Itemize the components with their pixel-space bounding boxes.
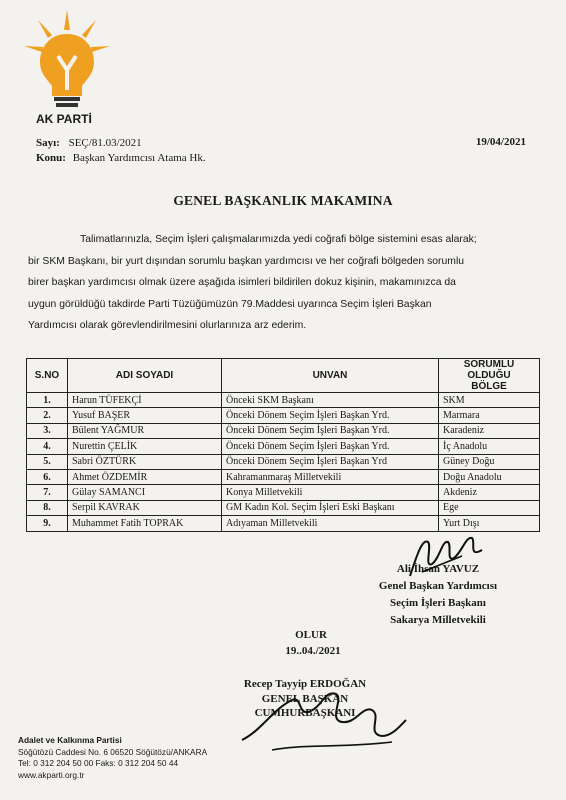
- body-line: uygun görüldüğü takdirde Parti Tüzüğümüzün 79.Maddesi uyarınca Seçim İşleri Başkan: [28, 298, 432, 310]
- cell-no: 7.: [27, 485, 68, 500]
- column-header-region-line: SORUMLU OLDUĞU: [463, 359, 515, 381]
- column-header-title: UNVAN: [222, 359, 439, 393]
- signatory-role: Genel Başkan Yardımcısı: [378, 580, 498, 592]
- table-body: [27, 393, 540, 532]
- signatory-role: Sakarya Milletvekili: [390, 614, 486, 626]
- lightbulb-icon: [22, 8, 112, 110]
- table-row: [27, 423, 540, 438]
- body-line: Yardımcısı olarak görevlendirilmesini olurlarınıza arz ederim.: [28, 320, 307, 331]
- table-row: [27, 485, 540, 500]
- cell-title: Önceki Dönem Seçim İşleri Başkan Yrd: [222, 454, 439, 469]
- footer-org: Adalet ve Kalkınma Partisi: [18, 735, 122, 745]
- footer-line: Tel: 0 312 204 50 00 Faks: 0 312 204 50 44: [18, 758, 179, 768]
- president-role: CUMHURBAŞKANI: [254, 707, 356, 719]
- document-date: 19/04/2021: [475, 136, 526, 148]
- sayi-value: SEÇ/81.03/2021: [68, 137, 142, 149]
- president-name: Recep Tayyip ERDOĞAN: [243, 678, 367, 690]
- appointees-table: [26, 358, 540, 532]
- signatory-name: Ali İhsan YAVUZ: [396, 563, 480, 575]
- column-header-region: [439, 359, 540, 393]
- cell-no: 2.: [27, 408, 68, 423]
- table-header-row: [27, 359, 540, 393]
- signatory-role: Seçim İşleri Başkanı: [390, 597, 486, 609]
- cell-title: GM Kadın Kol. Seçim İşleri Eski Başkanı: [222, 500, 439, 515]
- cell-region: Karadeniz: [439, 423, 540, 438]
- sayi-label: Sayı:: [36, 137, 60, 149]
- footer-line: www.akparti.org.tr: [18, 769, 85, 780]
- cell-region: Ege: [439, 500, 540, 515]
- cell-region: İç Anadolu: [439, 439, 540, 454]
- cell-title: Önceki Dönem Seçim İşleri Başkan Yrd.: [222, 423, 439, 438]
- cell-no: 1.: [27, 393, 68, 408]
- cell-name: Gülay SAMANCI: [68, 485, 222, 500]
- cell-no: 4.: [27, 439, 68, 454]
- logo-text: AK PARTİ: [36, 112, 92, 126]
- president-block: [205, 677, 405, 721]
- page-title: GENEL BAŞKANLIK MAKAMINA: [173, 193, 393, 208]
- document-meta: [36, 136, 206, 166]
- table-row: [27, 500, 540, 515]
- cell-name: Nurettin ÇELİK: [68, 439, 222, 454]
- footer-line: Söğütözü Caddesi No. 6 06520 Söğütözü/ANKARA: [18, 746, 208, 757]
- table-row: [27, 439, 540, 454]
- cell-name: Harun TÜFEKÇİ: [68, 393, 222, 408]
- approval-label: OLUR: [295, 629, 327, 641]
- cell-name: Sabri ÖZTÜRK: [68, 454, 222, 469]
- cell-no: 3.: [27, 423, 68, 438]
- body-paragraph: [28, 229, 538, 337]
- cell-region: Güney Doğu: [439, 454, 540, 469]
- cell-no: 5.: [27, 454, 68, 469]
- party-logo: [22, 8, 112, 126]
- cell-region: Akdeniz: [439, 485, 540, 500]
- cell-no: 9.: [27, 516, 68, 531]
- cell-name: Serpil KAVRAK: [68, 500, 222, 515]
- column-header-region-line: BÖLGE: [471, 381, 507, 392]
- konu-label: Konu:: [36, 152, 66, 164]
- table-row: [27, 393, 540, 408]
- signatory-block: [338, 561, 538, 629]
- cell-no: 6.: [27, 469, 68, 484]
- body-line: bir SKM Başkanı, bir yurt dışından sorumlu başkan yardımcısı ve her coğrafi bölgeden sorumlu: [28, 255, 465, 267]
- cell-title: Adıyaman Milletvekili: [222, 516, 439, 531]
- cell-name: Yusuf BAŞER: [68, 408, 222, 423]
- cell-title: Önceki SKM Başkanı: [222, 393, 439, 408]
- column-header-name: ADI SOYADI: [68, 359, 222, 393]
- cell-title: Kahramanmaraş Milletvekili: [222, 469, 439, 484]
- cell-region: SKM: [439, 393, 540, 408]
- table-row: [27, 516, 540, 531]
- cell-name: Muhammet Fatih TOPRAK: [68, 516, 222, 531]
- cell-region: Doğu Anadolu: [439, 469, 540, 484]
- cell-title: Önceki Dönem Seçim İşleri Başkan Yrd.: [222, 439, 439, 454]
- cell-region: Yurt Dışı: [439, 516, 540, 531]
- body-line: birer başkan yardımcısı olmak üzere aşağıda isimleri bildirilen dokuz kişinin, makamınızca da: [28, 277, 456, 288]
- cell-name: Ahmet ÖZDEMİR: [68, 469, 222, 484]
- cell-title: Önceki Dönem Seçim İşleri Başkan Yrd.: [222, 408, 439, 423]
- cell-region: Marmara: [439, 408, 540, 423]
- president-role: GENEL BAŞKAN: [261, 692, 349, 705]
- table-row: [27, 454, 540, 469]
- cell-no: 8.: [27, 500, 68, 515]
- cell-name: Bülent YAĞMUR: [68, 423, 222, 438]
- table-row: [27, 469, 540, 484]
- footer-address: [18, 735, 207, 781]
- konu-value: Başkan Yardımcısı Atama Hk.: [72, 152, 206, 164]
- table-row: [27, 408, 540, 423]
- cell-title: Konya Milletvekili: [222, 485, 439, 500]
- approval-date: 19..04./2021: [285, 645, 341, 657]
- column-header-no: S.NO: [27, 359, 68, 393]
- body-line: Talimatlarınızla, Seçim İşleri çalışmalarımızda yedi coğrafi bölge sistemini esas alarak;: [80, 234, 477, 245]
